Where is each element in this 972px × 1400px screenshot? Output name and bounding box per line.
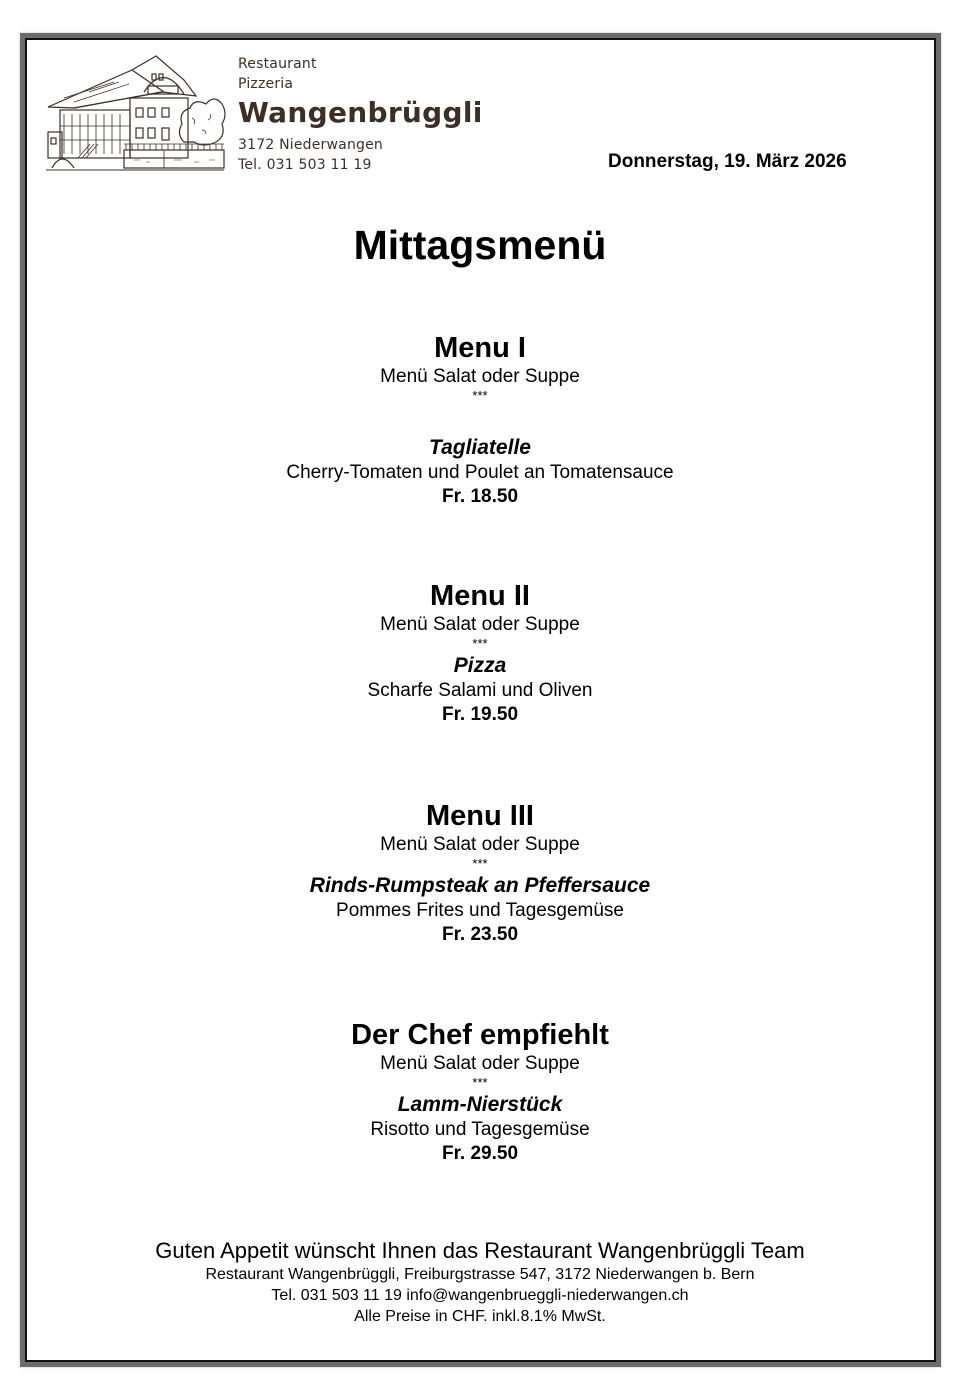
menu-dish: Tagliatelle xyxy=(429,436,531,459)
menu-separator: *** xyxy=(472,856,488,871)
menu-separator: *** xyxy=(472,636,488,651)
menu-starter: Menü Salat oder Suppe xyxy=(380,834,580,855)
menu-starter: Menü Salat oder Suppe xyxy=(380,366,580,387)
footer-vat-note: Alle Preise in CHF. inkl.8.1% MwSt. xyxy=(354,1308,606,1325)
restaurant-building-icon xyxy=(44,52,226,174)
logo-pizzeria-label: Pizzeria xyxy=(238,76,294,92)
footer-contact: Tel. 031 503 11 19 info@wangenbrueggli-niederwangen.ch xyxy=(271,1287,689,1304)
menu-starter: Menü Salat oder Suppe xyxy=(380,614,580,635)
logo-restaurant-name: Wangenbrüggli xyxy=(238,96,483,129)
footer-greeting: Guten Appetit wünscht Ihnen das Restaurant Wangenbrüggli Team xyxy=(155,1238,805,1263)
menu-section-1 xyxy=(0,331,960,509)
logo-text-block xyxy=(238,54,483,175)
logo-restaurant-label: Restaurant xyxy=(238,56,317,72)
menu-heading: Menu III xyxy=(426,800,534,832)
menu-description: Scharfe Salami und Oliven xyxy=(367,680,593,701)
menu-description: Pommes Frites und Tagesgemüse xyxy=(336,900,624,921)
page-footer xyxy=(0,1238,960,1327)
menu-dish: Rinds-Rumpsteak an Pfeffersauce xyxy=(309,874,651,897)
footer-address: Restaurant Wangenbrüggli, Freiburgstrasse 547, 3172 Niederwangen b. Bern xyxy=(205,1266,755,1283)
logo-city: 3172 Niederwangen xyxy=(238,137,383,153)
menu-dish: Pizza xyxy=(453,654,507,677)
menu-heading: Menu I xyxy=(434,332,526,364)
menu-description: Cherry-Tomaten und Poulet an Tomatensauce xyxy=(286,462,674,483)
menu-description: Risotto und Tagesgemüse xyxy=(370,1119,590,1140)
menu-section-chef xyxy=(0,1018,960,1166)
menu-price: Fr. 23.50 xyxy=(441,924,519,945)
menu-price: Fr. 29.50 xyxy=(441,1143,519,1164)
page-title: Mittagsmenü xyxy=(353,222,607,268)
menu-price: Fr. 19.50 xyxy=(441,704,519,725)
menu-heading: Menu II xyxy=(430,580,530,612)
menu-section-3 xyxy=(0,799,960,947)
menu-section-2 xyxy=(0,579,960,727)
menu-dish: Lamm-Nierstück xyxy=(397,1093,563,1116)
logo-phone: Tel. 031 503 11 19 xyxy=(238,157,372,173)
menu-separator: *** xyxy=(472,388,488,403)
menu-separator: *** xyxy=(472,1075,488,1090)
menu-starter: Menü Salat oder Suppe xyxy=(380,1053,580,1074)
menu-heading: Der Chef empfiehlt xyxy=(351,1019,609,1051)
menu-date: Donnerstag, 19. März 2026 xyxy=(608,151,847,172)
restaurant-logo xyxy=(44,50,483,175)
menu-price: Fr. 18.50 xyxy=(441,486,519,507)
